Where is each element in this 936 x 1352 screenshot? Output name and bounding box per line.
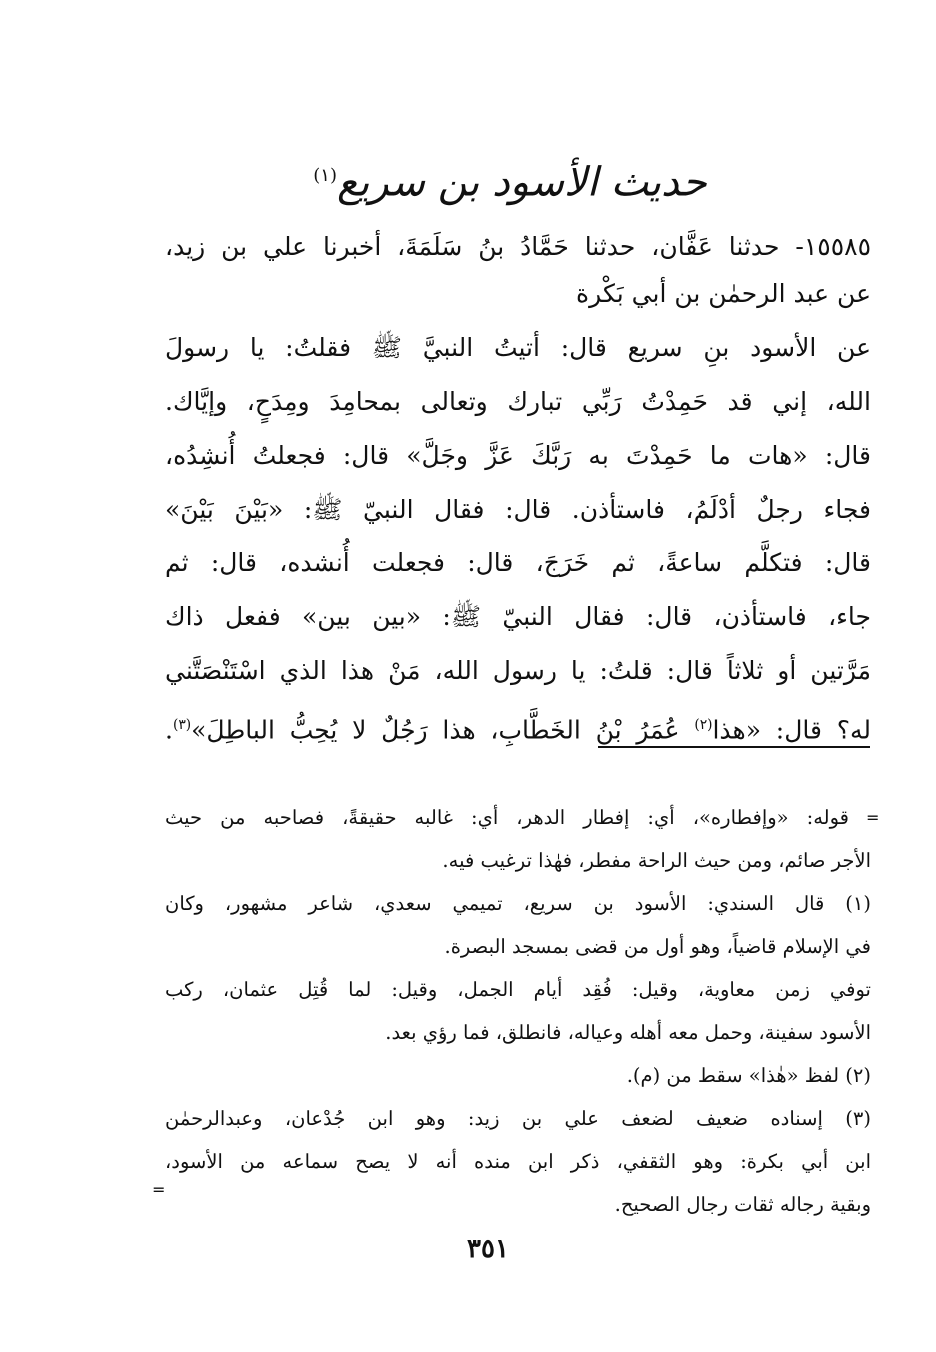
- hadith-line-4: الله، إني قد حَمِدْتُ رَبِّي تبارك وتعالى بمحامِدَ ومِدَحٍ، وإيَّاك.: [165, 387, 871, 416]
- footnote-line-6: الأسود سفينة، وحمل معه أهله وعياله، فانطلق، فما رؤي بعد.: [385, 1021, 871, 1044]
- footnote-line-3: (١) قال السندي: الأسود بن سريع، تميمي سعدي، شاعر مشهور، وكان: [165, 892, 871, 915]
- hadith-line-8: جاء، فاستأذن، قال: فقال النبيّ ﷺ: «بين بين» ففعل ذاك: [165, 602, 871, 631]
- section-title: [300, 148, 720, 210]
- footnote-line-10: وبقية رجاله ثقات رجال الصحيح.: [614, 1193, 871, 1216]
- hadith-line-1: ١٥٥٨٥- حدثنا عَفَّان، حدثنا حَمَّادُ بنُ سَلَمَةَ، أخبرنا علي بن زيد،: [165, 232, 871, 261]
- footnote-line-2: الأجر صائم، ومن حيث الراحة مفطر، فهٰذا ترغيب فيه.: [442, 849, 871, 872]
- hadith-line-2: عن عبد الرحمٰن بن أبي بَكْرة: [576, 279, 871, 308]
- page-number: ٣٥١: [467, 1234, 509, 1264]
- hadith-line-10: [165, 699, 871, 751]
- hadith-line-6: فجاء رجلٌ أدْلَمُ، فاستأذن. قال: فقال النبيّ ﷺ: «بَيْنَ بَيْنَ»: [165, 495, 871, 524]
- footnote-line-9: ابن أبي بكرة: وهو الثقفي، ذكر ابن منده أنه لا يصح سماعه من الأسود،: [165, 1150, 871, 1173]
- title-text: حديث الأسود بن سريع: [336, 159, 707, 206]
- continuation-mark-top: =: [866, 808, 880, 827]
- footnote-line-4: في الإسلام قاضياً، وهو أول من قضى بمسجد البصرة.: [444, 935, 871, 958]
- hadith-line-10-start: له؟ قال: «هذا: [712, 715, 871, 745]
- continuation-mark-bottom: =: [152, 1180, 166, 1199]
- hadith-line-9: مَرَّتين أو ثلاثاً قال: قلتُ: يا رسول الله، مَنْ هذا الذي اسْتَنْصَتَّني: [165, 656, 871, 685]
- footnote-separator: [598, 746, 870, 748]
- footnote-ref-3: (٣): [172, 717, 192, 733]
- title-footnote-ref: (١): [313, 165, 337, 186]
- hadith-line-5: قال: «هات ما حَمِدْتَ به رَبَّكَ عَزَّ وجَلَّ» قال: فجعلتُ أُنشِدُه،: [165, 441, 871, 470]
- hadith-line-3: عن الأسود بنِ سريع قال: أتيتُ النبيَّ ﷺ فقلتُ: يا رسولَ: [165, 333, 871, 362]
- footnote-ref-2: (٢): [694, 717, 713, 733]
- footnote-line-7: (٢) لفظ «هٰذا» سقط من (م).: [626, 1064, 871, 1087]
- footnote-line-8: (٣) إسناده ضعيف لضعف علي بن زيد: وهو ابن جُدْعان، وعبدالرحمٰن: [165, 1107, 871, 1130]
- footnote-line-5: توفي زمن معاوية، وقيل: فُقِد أيام الجمل، وقيل: لما قُتِل عثمان، ركب: [165, 978, 871, 1001]
- footnote-line-1: قوله: «وإفطاره»، أي: إفطار الدهر، أي: غالبه حقيقةً، فصاحبه من حيث: [165, 806, 849, 829]
- hadith-line-10-end: .: [165, 715, 173, 745]
- hadith-line-7: قال: فتكلَّم ساعةً، ثم خَرَجَ، قال: فجعلت أُنشده، قال: ثم: [165, 548, 871, 577]
- hadith-line-10-rest: عُمَرُ بْنُ الخَطَّابِ، هذا رَجُلٌ لا يُحِبُّ الباطِلَ»: [191, 715, 695, 745]
